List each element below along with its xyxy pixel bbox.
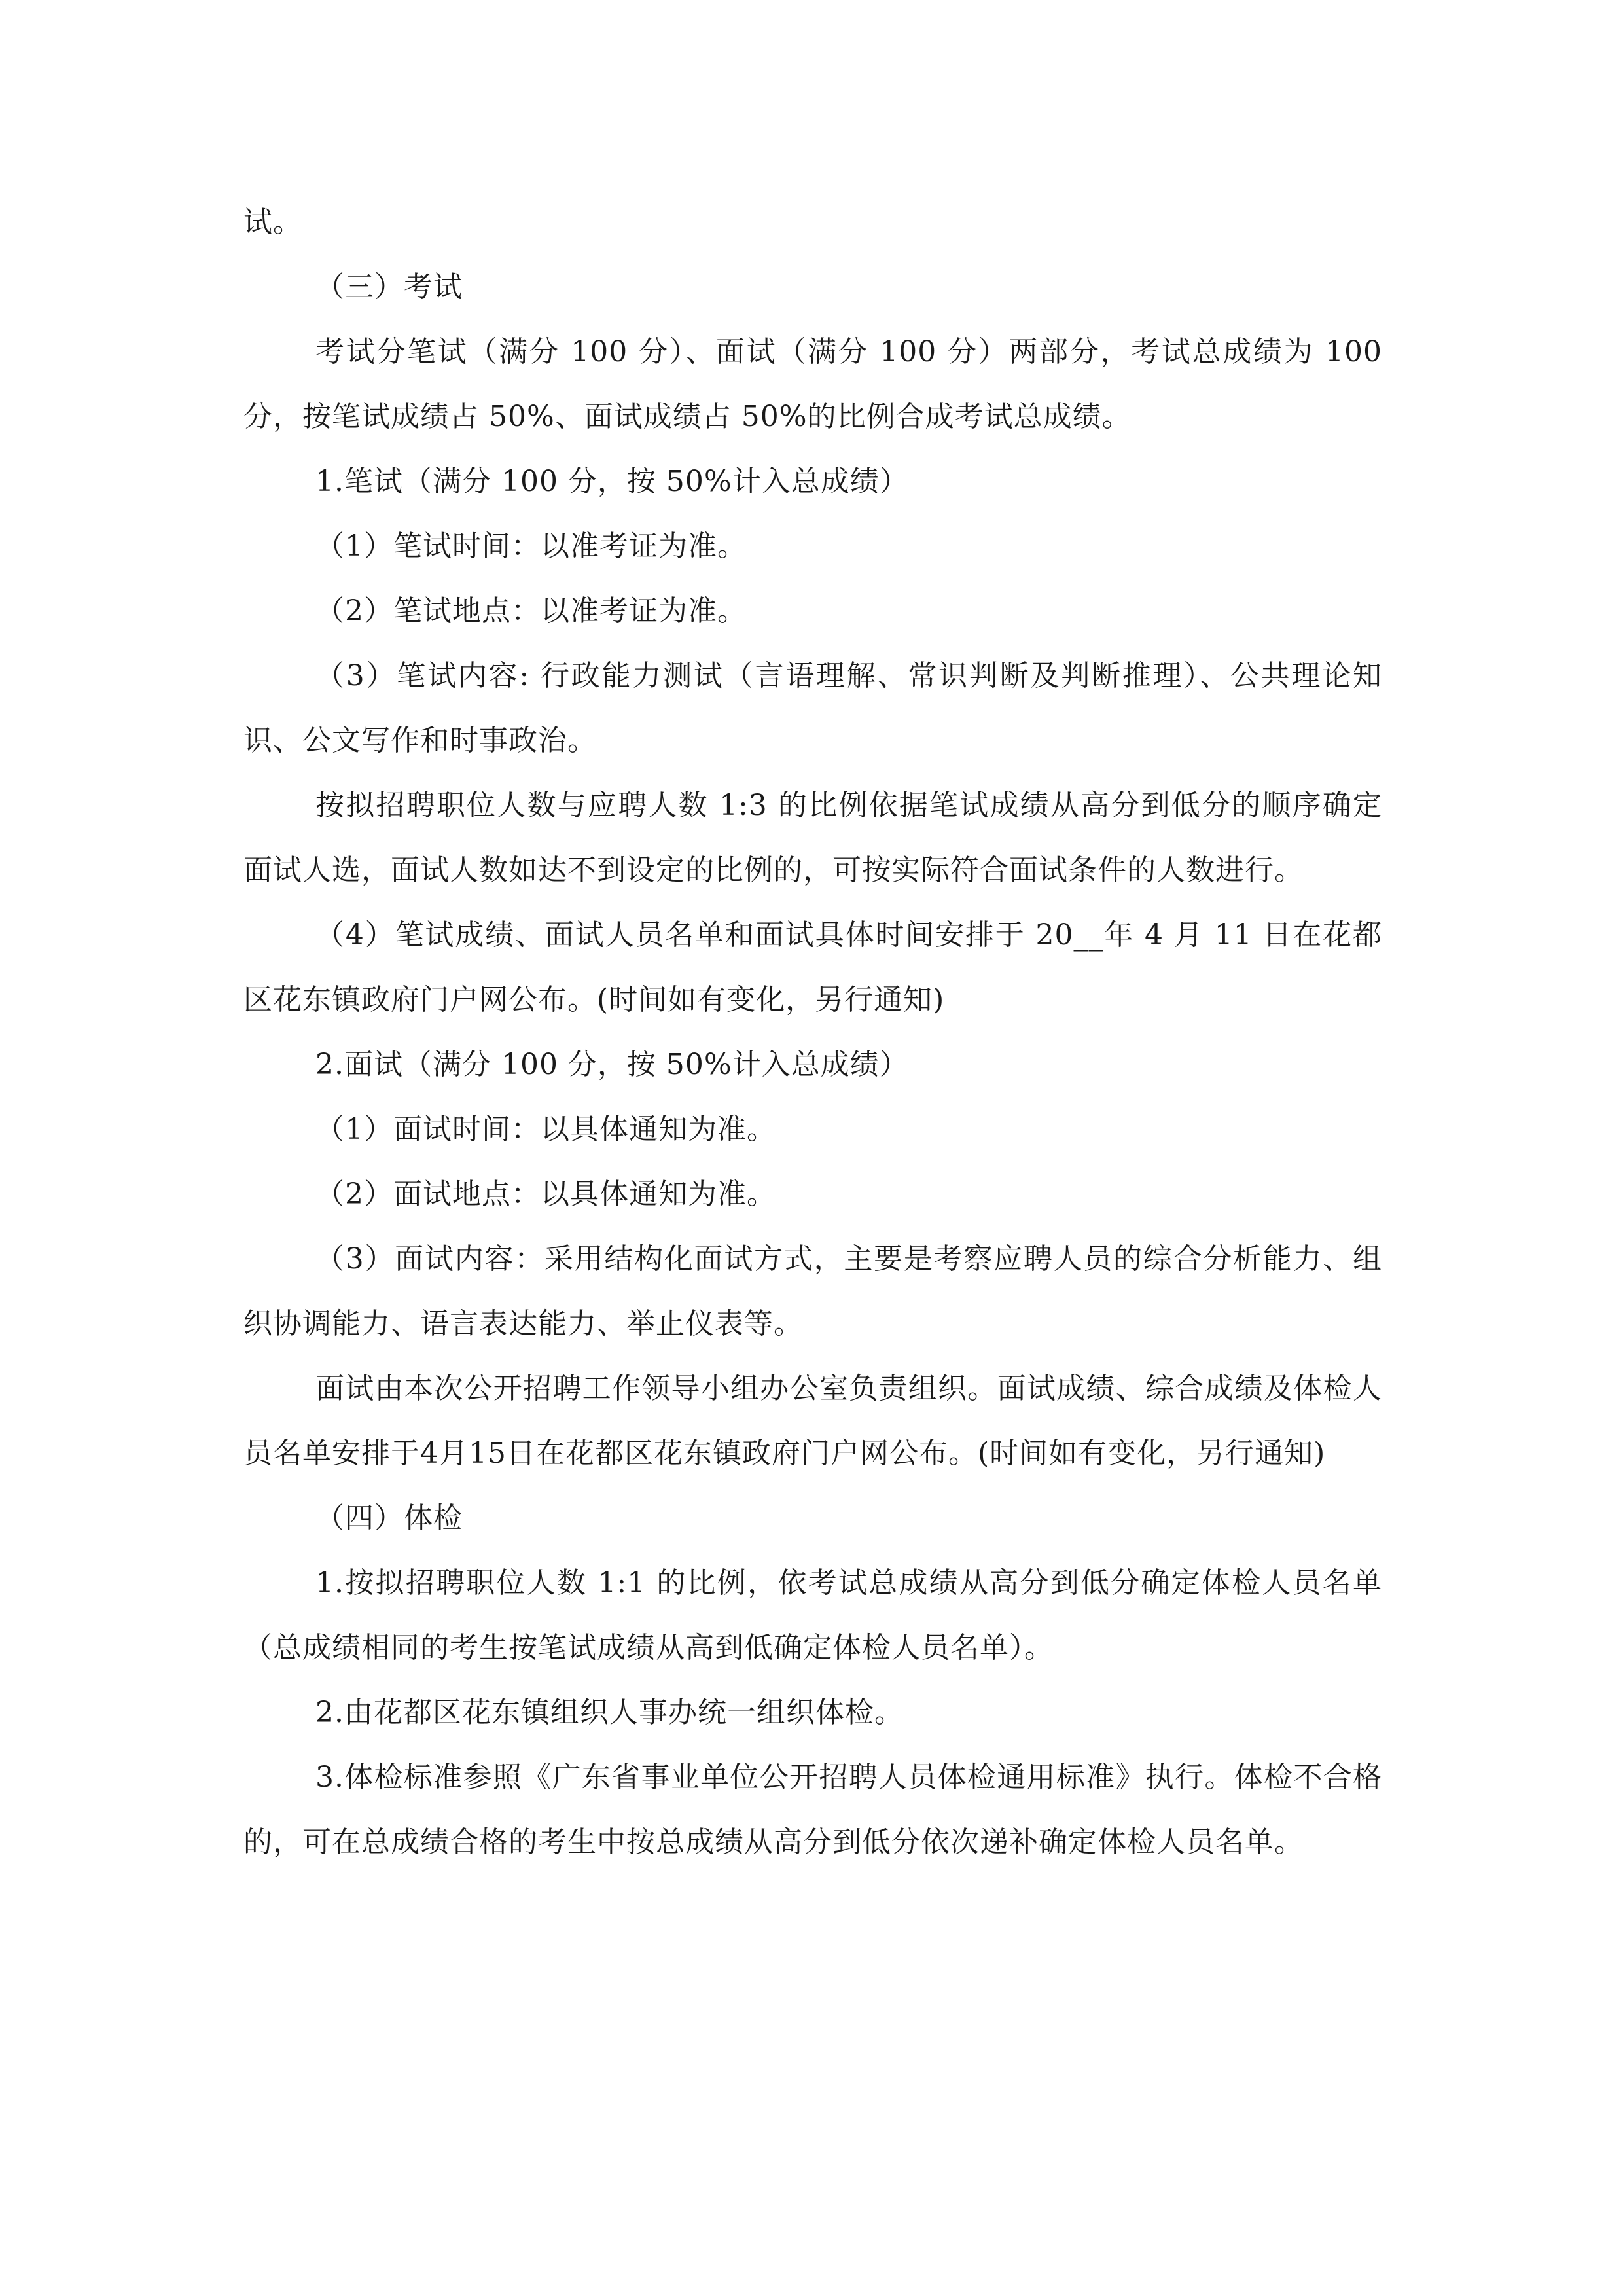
list-item-medical-standard: 3.体检标准参照《广东省事业单位公开招聘人员体检通用标准》执行。体检不合格的，可在总成绩合格的考生中按总成绩从高分到低分依次递补确定体检人员名单。 [243, 1761, 1382, 1859]
subheading-interview: 2.面试（满分 100 分，按 50%计入总成绩） [315, 1048, 909, 1081]
subheading-written-exam: 1.笔试（满分 100 分，按 50%计入总成绩） [315, 465, 909, 498]
paragraph-interview-organization: 面试由本次公开招聘工作领导小组办公室负责组织。面试成绩、综合成绩及体检人员名单安排于4月15日在花都区花东镇政府门户网公布。(时间如有变化，另行通知) [243, 1372, 1382, 1470]
section-heading-exam: （三）考试 [315, 270, 463, 304]
paragraph-exam-overview: 考试分笔试（满分 100 分）、面试（满分 100 分）两部分，考试总成绩为 100 分，按笔试成绩占 50%、面试成绩占 50%的比例合成考试总成绩。 [243, 335, 1382, 433]
list-item-written-time: （1）笔试时间：以准考证为准。 [315, 529, 747, 563]
list-item-interview-location: （2）面试地点：以具体通知为准。 [315, 1177, 776, 1211]
list-item-interview-content: （3）面试内容：采用结构化面试方式，主要是考察应聘人员的综合分析能力、组织协调能力、语言表达能力、举止仪表等。 [243, 1242, 1382, 1340]
list-item-medical-organizer: 2.由花都区花东镇组织人事办统一组织体检。 [315, 1696, 904, 1729]
list-item-medical-ratio: 1.按拟招聘职位人数 1:1 的比例，依考试总成绩从高分到低分确定体检人员名单（总成绩相同的考生按笔试成绩从高到低确定体检人员名单）。 [243, 1566, 1382, 1664]
list-item-interview-time: （1）面试时间：以具体通知为准。 [315, 1113, 776, 1146]
paragraph-continuation: 试。 [243, 206, 302, 239]
section-heading-medical: （四）体检 [315, 1501, 463, 1535]
paragraph-interview-ratio: 按拟招聘职位人数与应聘人数 1:3 的比例依据笔试成绩从高分到低分的顺序确定面试人选，面试人数如达不到设定的比例的，可按实际符合面试条件的人数进行。 [243, 789, 1382, 887]
list-item-written-location: （2）笔试地点：以准考证为准。 [315, 594, 747, 628]
list-item-written-results: （4）笔试成绩、面试人员名单和面试具体时间安排于 20__年 4 月 11 日在花都区花东镇政府门户网公布。(时间如有变化，另行通知) [243, 918, 1382, 1016]
document-body [243, 190, 1382, 1874]
list-item-written-content: （3）笔试内容: 行政能力测试（言语理解、常识判断及判断推理）、公共理论知识、公文写作和时事政治。 [243, 659, 1382, 757]
